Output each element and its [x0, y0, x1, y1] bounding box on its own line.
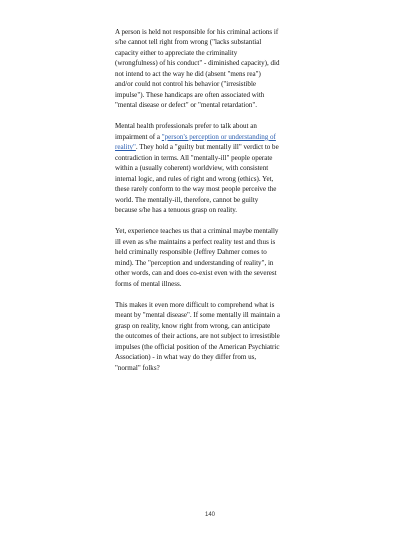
paragraph-text-before-link: Mental health professionals prefer to talk about an impairment of a [115, 122, 257, 141]
paragraph-mental-disease: This makes it even more difficult to comprehend what is meant by "mental disease". If some mentally ill maintain a grasp on reality, know right from wrong, can anticipate the outcomes of their actions, are not subject to irresistible impulses (the official position of the American Psychiatric Association) - in what way do they differ from us, "normal" folks? [115, 300, 281, 372]
paragraph-reality-test: Yet, experience teaches us that a criminal maybe mentally ill even as s/he maintains a perfect reality test and thus is held criminally responsible (Jeffrey Dahmer comes to mind). The "perception and understanding of reality", in other words, can and does co-exist even with the severest forms of mental illness. [115, 227, 279, 288]
perception-of-reality-link[interactable]: "person's perception or understanding of reality" [115, 132, 276, 152]
paragraph-mental-health-professionals [115, 121, 311, 215]
paragraph-legal-responsibility: A person is held not responsible for his criminal actions if s/he cannot tell right from wrong ("lacks substantial capacity either to appreciate the criminality (wrongfulness) of his conduct" - diminished capacity), did not intend to act the way he did (absent "mens rea") and/or could not control his behavior ("irresistible impulse"). These handicaps are often associated with "mental disease or defect" or "mental retardation". [115, 28, 280, 110]
paragraph-text-after-link: . They hold a "guilty but mentally ill" verdict to be contradiction in terms. All "mentally-ill" people operate within a (usually coherent) worldview, with consistent internal logic, and rules of right and wrong (ethics). Yet, these rarely conform to the way most people perceive the world. The mentally-ill, therefore, cannot be guilty because s/he has a tenuous grasp on reality. [115, 143, 279, 215]
body-text [115, 27, 311, 384]
page-number: 140 [204, 512, 215, 518]
